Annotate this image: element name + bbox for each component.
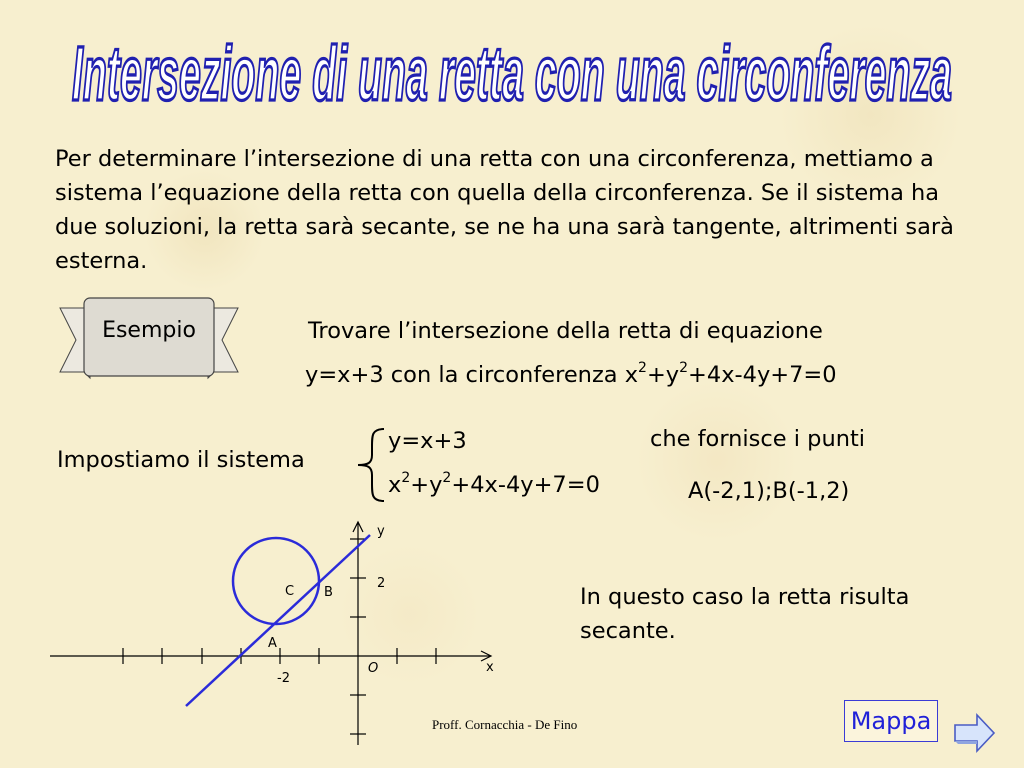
system-brace <box>350 425 390 505</box>
svg-text:Intersezione di una retta con: Intersezione di una retta con una circonferenza <box>71 30 953 117</box>
point-c-label: C <box>285 584 295 599</box>
task-line-1: Trovare l’intersezione della retta di equazione <box>308 318 823 344</box>
y-axis-label: y <box>377 524 385 539</box>
page-title <box>40 22 984 122</box>
tick-x-label: -2 <box>277 671 290 686</box>
point-a-label: A <box>268 636 277 651</box>
origin-label: O <box>368 661 379 676</box>
system-equation-2: $x^2+y^2+4x-4y+7=0$ <box>388 470 600 498</box>
right-arrow-icon[interactable] <box>952 712 996 754</box>
map-button[interactable]: Mappa <box>844 700 938 742</box>
task-line-2: y=x+3 con la circonferenza $x^2+y^2+4x-4y+7=0$ <box>305 360 837 388</box>
point-b-label: B <box>324 585 333 600</box>
conclusion-text: In questo caso la retta risulta secante. <box>580 584 910 644</box>
footer-credit: Proff. Cornacchia - De Fino <box>432 717 578 732</box>
tick-y-label: 2 <box>377 576 386 591</box>
result-points: A(-2,1);B(-1,2) <box>688 478 850 504</box>
system-label: Impostiamo il sistema <box>57 447 305 473</box>
circle-curve <box>233 538 319 624</box>
example-label: Esempio <box>102 318 196 343</box>
result-line-1: che fornisce i punti <box>650 426 866 452</box>
x-axis-label: x <box>486 660 494 675</box>
system-equation-1: y=x+3 <box>388 428 467 454</box>
intro-paragraph: Per determinare l’intersezione di una retta con una circonferenza, mettiamo a sistema l’equazione della retta con quella della circonferenza. Se il sistema ha due soluzioni, la retta sarà secante, se ne ha una sarà tangente, altrimenti sarà esterna. <box>55 146 954 274</box>
